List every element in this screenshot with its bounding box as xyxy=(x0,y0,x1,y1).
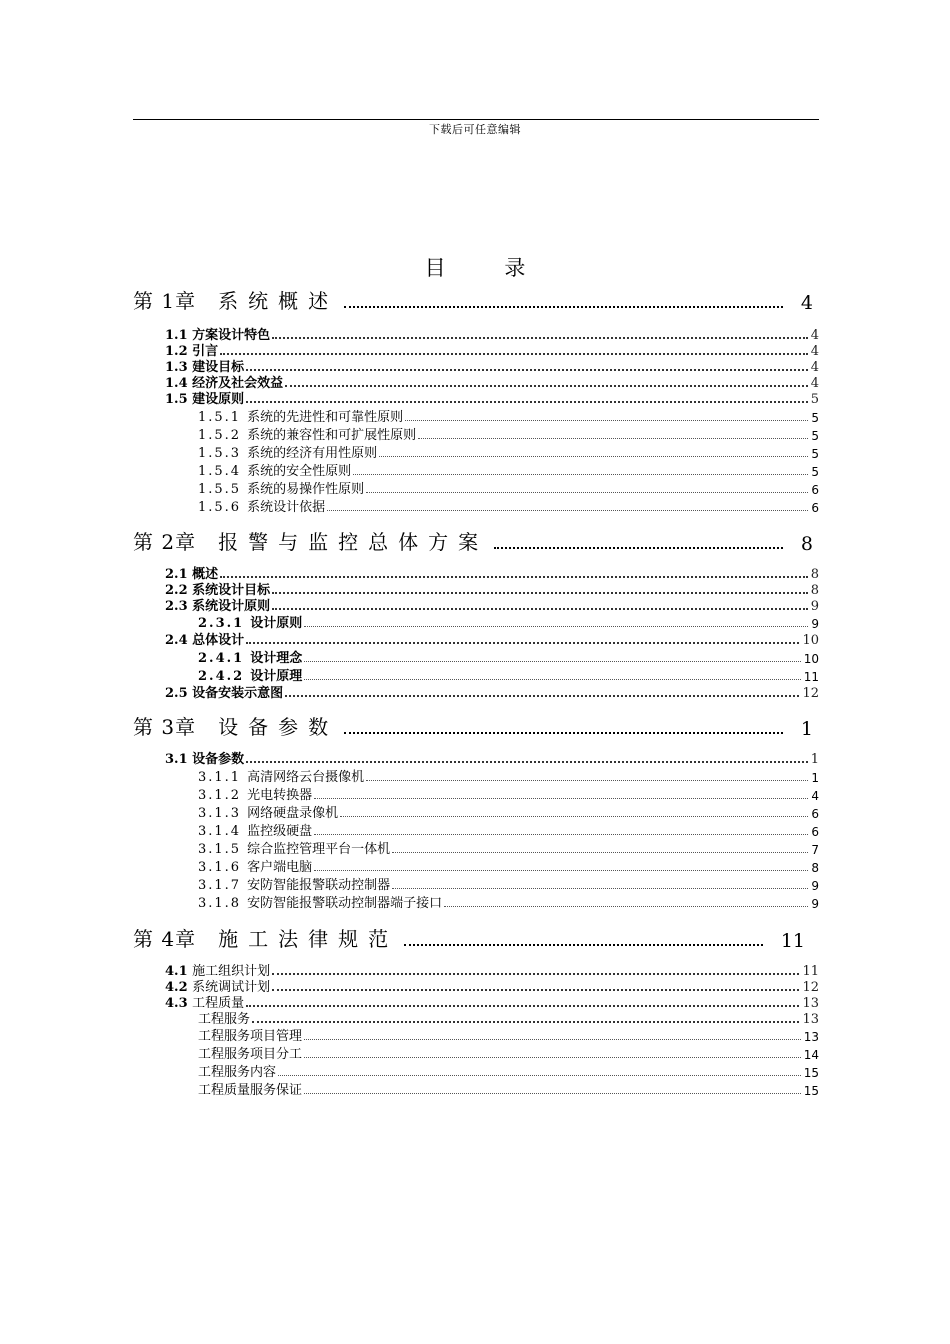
entry-number: 3.1.5 xyxy=(198,842,242,857)
entry-number: 4.3 xyxy=(165,996,188,1011)
leader-dots xyxy=(246,1005,799,1007)
entry-number: 4.2 xyxy=(165,980,188,995)
entry-number: 3.1.7 xyxy=(198,878,242,893)
page-number: 5 xyxy=(811,465,819,479)
entry-title: 网络硬盘录像机 xyxy=(247,806,339,821)
entry-title: 系统调试计划 xyxy=(192,980,271,995)
page-number: 1 xyxy=(810,752,819,767)
entry-number: 2.4.2 xyxy=(198,669,245,684)
toc-subentry[interactable] xyxy=(198,895,819,911)
page-number: 6 xyxy=(811,825,819,839)
leader-dots xyxy=(304,679,801,680)
chapter-title: 系统概述 xyxy=(218,289,339,313)
page-number: 11 xyxy=(802,964,819,979)
toc-subentry[interactable] xyxy=(198,1046,819,1062)
toc-subentry[interactable] xyxy=(198,499,819,515)
entry-number: 1.1 xyxy=(165,328,188,343)
entry-number: 1.5.3 xyxy=(198,446,242,461)
page-number: 15 xyxy=(803,1084,819,1098)
entry-title: 引言 xyxy=(192,344,219,359)
entry-number: 3.1.6 xyxy=(198,860,242,875)
toc-subentry[interactable] xyxy=(198,1064,819,1080)
leader-dots xyxy=(494,547,783,549)
toc-entry[interactable] xyxy=(165,632,819,648)
page-number: 9 xyxy=(811,617,819,631)
entry-title: 设备安装示意图 xyxy=(192,686,284,701)
entry-number: 1.5.2 xyxy=(198,428,242,443)
entry-title: 系统设计原则 xyxy=(192,599,271,614)
leader-dots xyxy=(272,973,799,975)
entry-title: 系统的兼容性和可扩展性原则 xyxy=(247,428,417,443)
toc-chapter-4[interactable] xyxy=(133,926,805,952)
leader-dots xyxy=(314,834,808,835)
toc-subentry[interactable] xyxy=(198,1028,819,1044)
entry-number: 3.1.1 xyxy=(198,770,242,785)
toc-subentry[interactable] xyxy=(198,615,819,631)
page-number: 6 xyxy=(811,807,819,821)
entry-title: 施工组织计划 xyxy=(192,964,271,979)
page-number: 9 xyxy=(811,879,819,893)
page-number: 4 xyxy=(810,360,819,375)
toc-subentry[interactable] xyxy=(198,650,819,666)
chapter-label: 第 3章 xyxy=(133,715,197,739)
toc-entry[interactable] xyxy=(165,391,819,407)
page-number: 6 xyxy=(811,501,819,515)
entry-title: 工程服务内容 xyxy=(198,1065,277,1080)
page-number: 13 xyxy=(803,1030,819,1044)
entry-number: 1.4 xyxy=(165,376,188,391)
leader-dots xyxy=(353,474,808,475)
entry-number: 1.2 xyxy=(165,344,188,359)
page-number: 5 xyxy=(811,411,819,425)
entry-number: 1.5.6 xyxy=(198,500,242,515)
entry-number: 1.5.5 xyxy=(198,482,242,497)
entry-title: 设计原理 xyxy=(250,669,303,684)
page-number: 1 xyxy=(800,718,813,740)
entry-title: 系统的易操作性原则 xyxy=(247,482,365,497)
toc-entry[interactable] xyxy=(165,375,819,391)
leader-dots xyxy=(220,576,808,578)
page-number: 6 xyxy=(811,483,819,497)
toc-chapter-3[interactable] xyxy=(133,714,813,740)
entry-title: 监控级硬盘 xyxy=(247,824,313,839)
entry-number: 2.4.1 xyxy=(198,651,245,666)
leader-dots xyxy=(304,1093,801,1094)
leader-dots xyxy=(405,420,808,421)
leader-dots xyxy=(272,608,808,610)
toc-chapter-2[interactable] xyxy=(133,529,813,555)
page-number: 13 xyxy=(802,1012,819,1027)
toc-entry[interactable] xyxy=(165,995,819,1011)
leader-dots xyxy=(246,642,799,644)
page-number: 11 xyxy=(780,930,805,952)
entry-title: 工程服务项目管理 xyxy=(198,1029,303,1044)
leader-dots xyxy=(246,761,808,763)
page-number: 4 xyxy=(811,789,819,803)
page-number: 10 xyxy=(802,633,819,648)
entry-title: 客户端电脑 xyxy=(247,860,313,875)
page-number: 12 xyxy=(802,686,819,701)
toc-subentry[interactable] xyxy=(198,769,819,785)
leader-dots xyxy=(220,353,808,355)
leader-dots xyxy=(314,798,808,799)
leader-dots xyxy=(304,1039,801,1040)
page-number: 8 xyxy=(811,861,819,875)
leader-dots xyxy=(285,385,808,387)
entry-title: 建设目标 xyxy=(192,360,245,375)
leader-dots xyxy=(392,852,808,853)
header-rule xyxy=(133,119,819,120)
page-number: 15 xyxy=(803,1066,819,1080)
leader-dots xyxy=(379,456,808,457)
entry-title: 系统的经济有用性原则 xyxy=(247,446,378,461)
entry-number: 3.1.3 xyxy=(198,806,242,821)
page-number: 10 xyxy=(803,652,819,666)
entry-title: 总体设计 xyxy=(192,633,245,648)
page-number: 12 xyxy=(802,980,819,995)
leader-dots xyxy=(272,592,808,594)
entry-number: 1.3 xyxy=(165,360,188,375)
page-number: 13 xyxy=(802,996,819,1011)
toc-entry[interactable] xyxy=(165,343,819,359)
toc-subentry[interactable] xyxy=(198,463,819,479)
page-number: 8 xyxy=(810,567,819,582)
page-number: 7 xyxy=(811,843,819,857)
chapter-title: 设备参数 xyxy=(218,715,339,739)
entry-title: 系统的先进性和可靠性原则 xyxy=(247,410,404,425)
page-number: 8 xyxy=(800,533,813,555)
entry-number: 4.1 xyxy=(165,964,188,979)
leader-dots xyxy=(344,306,783,308)
chapter-label: 第 4章 xyxy=(133,927,197,951)
leader-dots xyxy=(344,732,783,734)
toc-chapter-1[interactable] xyxy=(133,288,813,314)
entry-title: 工程质量服务保证 xyxy=(198,1083,303,1098)
page-number: 5 xyxy=(811,429,819,443)
entry-number: 2.5 xyxy=(165,686,188,701)
toc-subentry[interactable] xyxy=(198,787,819,803)
entry-title: 设计理念 xyxy=(250,651,303,666)
toc-subentry[interactable] xyxy=(198,859,819,875)
entry-number: 3.1.8 xyxy=(198,896,242,911)
entry-title: 工程服务项目分工 xyxy=(198,1047,303,1062)
leader-dots xyxy=(246,369,808,371)
entry-number: 3.1.4 xyxy=(198,824,242,839)
entry-title: 设计原则 xyxy=(250,616,303,631)
toc-subentry[interactable] xyxy=(198,823,819,839)
page-header: 下载后可任意编辑 xyxy=(429,123,521,136)
entry-title: 工程服务 xyxy=(198,1012,251,1027)
toc-entry[interactable] xyxy=(165,685,819,701)
leader-dots xyxy=(278,1075,801,1076)
entry-title: 建设原则 xyxy=(192,392,245,407)
entry-number: 3.1 xyxy=(165,752,188,767)
leader-dots xyxy=(340,816,808,817)
entry-number: 2.3.1 xyxy=(198,616,245,631)
toc-entry[interactable] xyxy=(165,327,819,343)
entry-title: 光电转换器 xyxy=(247,788,313,803)
toc-subentry[interactable] xyxy=(198,481,819,497)
page-number: 9 xyxy=(810,599,819,614)
page-number: 4 xyxy=(810,344,819,359)
leader-dots xyxy=(246,401,808,403)
entry-title: 高清网络云台摄像机 xyxy=(247,770,365,785)
leader-dots xyxy=(366,780,808,781)
page-number: 9 xyxy=(811,897,819,911)
page-number: 4 xyxy=(810,376,819,391)
chapter-title: 施工法律规范 xyxy=(218,927,399,951)
leader-dots xyxy=(252,1021,799,1023)
page-number: 1 xyxy=(811,771,819,785)
leader-dots xyxy=(444,906,808,907)
leader-dots xyxy=(272,337,808,339)
leader-dots xyxy=(418,438,808,439)
chapter-label: 第 1章 xyxy=(133,289,197,313)
toc-entry[interactable] xyxy=(165,751,819,767)
toc-subentry[interactable] xyxy=(198,427,819,443)
leader-dots xyxy=(366,492,808,493)
toc-title: 目 录 xyxy=(424,256,552,280)
toc-subentry[interactable] xyxy=(198,445,819,461)
page-number: 14 xyxy=(803,1048,819,1062)
entry-number: 1.5 xyxy=(165,392,188,407)
leader-dots xyxy=(392,888,808,889)
toc-entry[interactable] xyxy=(165,979,819,995)
toc-subentry[interactable] xyxy=(198,409,819,425)
entry-number: 1.5.4 xyxy=(198,464,242,479)
chapter-title: 报警与监控总体方案 xyxy=(218,530,489,554)
leader-dots xyxy=(285,695,799,697)
entry-title: 系统设计目标 xyxy=(192,583,271,598)
entry-title: 概述 xyxy=(192,567,219,582)
entry-number: 1.5.1 xyxy=(198,410,242,425)
chapter-label: 第 2章 xyxy=(133,530,197,554)
toc-subentry[interactable] xyxy=(198,841,819,857)
leader-dots xyxy=(404,944,763,946)
page-number: 5 xyxy=(810,392,819,407)
entry-title: 安防智能报警联动控制器端子接口 xyxy=(247,896,443,911)
page-number: 8 xyxy=(810,583,819,598)
entry-number: 2.4 xyxy=(165,633,188,648)
page-number: 4 xyxy=(800,292,813,314)
entry-number: 3.1.2 xyxy=(198,788,242,803)
leader-dots xyxy=(327,510,808,511)
entry-title: 系统的安全性原则 xyxy=(247,464,352,479)
leader-dots xyxy=(304,1057,801,1058)
leader-dots xyxy=(314,870,808,871)
entry-title: 设备参数 xyxy=(192,752,245,767)
entry-number: 2.1 xyxy=(165,567,188,582)
toc-subentry[interactable] xyxy=(198,805,819,821)
entry-title: 综合监控管理平台一体机 xyxy=(247,842,391,857)
entry-title: 方案设计特色 xyxy=(192,328,271,343)
leader-dots xyxy=(272,989,799,991)
toc-subentry[interactable] xyxy=(198,877,819,893)
leader-dots xyxy=(304,661,801,662)
toc-subentry[interactable] xyxy=(198,1082,819,1098)
entry-title: 系统设计依据 xyxy=(247,500,326,515)
page-number: 5 xyxy=(811,447,819,461)
page-number: 4 xyxy=(810,328,819,343)
entry-title: 工程质量 xyxy=(192,996,245,1011)
entry-title: 安防智能报警联动控制器 xyxy=(247,878,391,893)
entry-number: 2.2 xyxy=(165,583,188,598)
leader-dots xyxy=(304,626,808,627)
entry-title: 经济及社会效益 xyxy=(192,376,284,391)
entry-number: 2.3 xyxy=(165,599,188,614)
page-number: 11 xyxy=(803,670,819,684)
toc-subentry[interactable] xyxy=(198,668,819,684)
